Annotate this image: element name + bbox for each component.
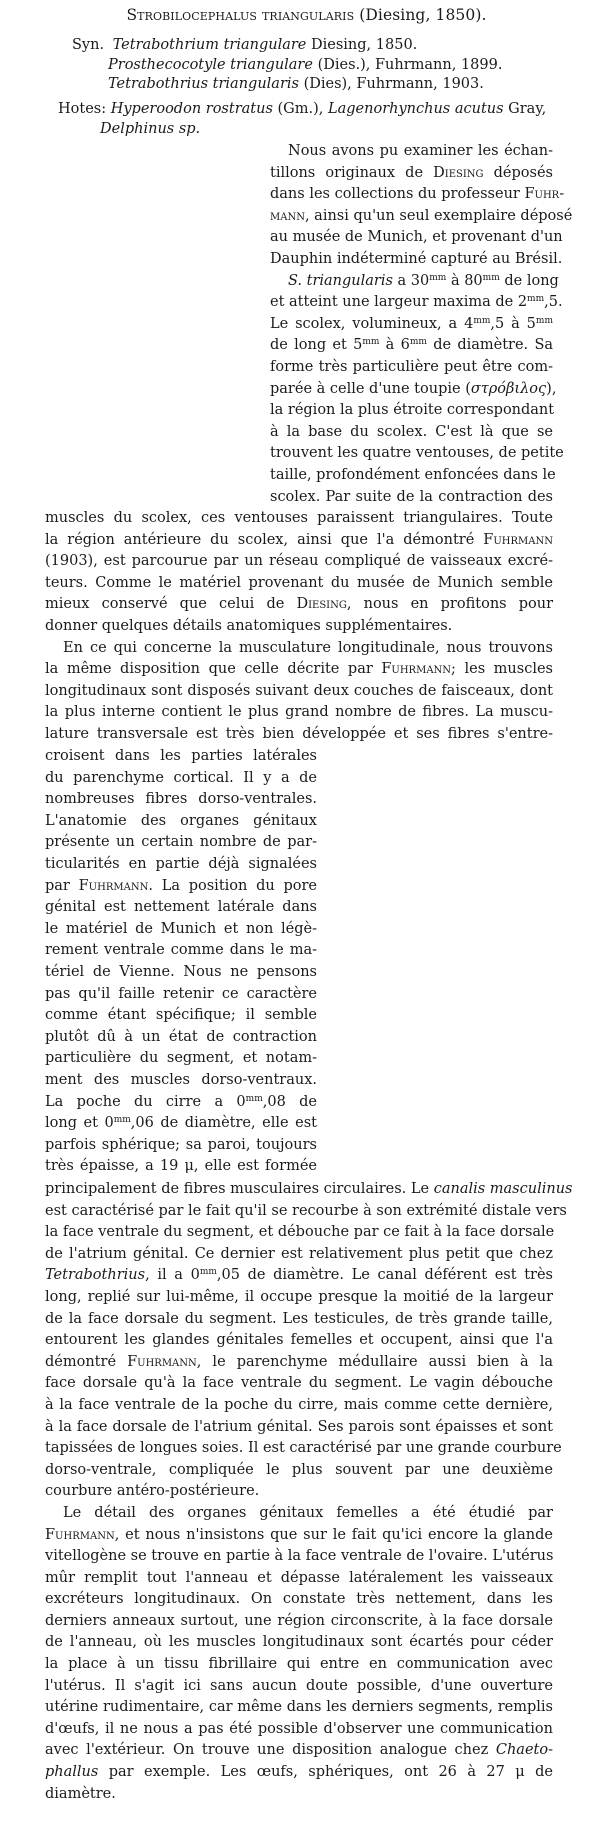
unit-sup: mm [409, 337, 427, 348]
text-line [45, 940, 317, 962]
text-line [45, 681, 553, 703]
text-run: démontré [45, 1353, 128, 1370]
text-line [270, 249, 563, 271]
text-run: la plus interne contient le plus grand nombre de fibres. La muscu- [45, 704, 553, 721]
author-name: Fuhrmann [483, 531, 553, 548]
genus-ref: Chaeto- [495, 1742, 553, 1759]
text-run: déposés [483, 164, 553, 181]
text-run: pas qu'il faille retenir ce caractère [45, 985, 317, 1002]
text-line [45, 746, 317, 768]
author-name: Fuhr- [524, 186, 565, 203]
text-line: scolex. Par suite de la contraction des [270, 488, 553, 505]
text-line [45, 1546, 553, 1568]
host-authority: Gray, [508, 101, 547, 117]
text-run: du parenchyme cortical. Il y a de [45, 769, 317, 786]
text-run: à la face ventrale de la poche du cirre, mais comme cette dernière, [45, 1396, 553, 1413]
host-name: Lagenorhynchus acutus [327, 101, 504, 117]
text-line [45, 530, 553, 552]
text-line [45, 1092, 317, 1114]
text-run: mieux conservé que celui de [45, 596, 297, 613]
text-run: ,05 de diamètre. Le canal déférent est très [216, 1267, 553, 1284]
text-run: et atteint une largeur maxima de 2 [270, 294, 528, 311]
text-line [45, 638, 553, 660]
text-line [45, 897, 317, 919]
text-line [45, 876, 317, 898]
text-line: la région la plus étroite correspondant [270, 402, 555, 419]
text-line [270, 271, 559, 293]
author-name: Diesing [433, 164, 484, 181]
text-run: Le scolex, volumineux, a 4 [270, 315, 474, 332]
unit-sup: mm [245, 1093, 263, 1104]
species-ref: S. triangularis [288, 272, 393, 289]
text-line [45, 1481, 553, 1503]
synonym-name: Tetrabothrium triangulare [112, 37, 307, 53]
author-name: Fuhrmann [127, 1353, 197, 1370]
text-line [45, 1352, 553, 1374]
host-name: Delphinus sp. [100, 121, 201, 137]
text-run: ; les muscles [451, 661, 553, 678]
genus-ref: Tetrabothrius [45, 1267, 146, 1284]
text-line [45, 1589, 553, 1611]
text-line [45, 1113, 317, 1135]
text-line: parfois sphérique; sa paroi, toujours [45, 1136, 317, 1153]
text-line [270, 379, 557, 401]
synonyms-block [72, 36, 502, 95]
text-run: la même disposition que celle décrite par [45, 661, 382, 678]
paragraph-lines [270, 141, 573, 271]
paragraph-musculature [45, 638, 553, 746]
text-run: le matériel de Munich et non légè- [45, 920, 317, 937]
text-line [45, 702, 553, 724]
text-line: forme très particulière peut être com- [270, 358, 553, 375]
text-run: Nous avons pu examiner les échan- [288, 143, 553, 159]
synonym-row [72, 56, 502, 76]
text-line [270, 141, 553, 163]
hosts-block [58, 99, 556, 139]
text-run: croisent dans les parties latérales [45, 748, 317, 764]
paragraph-genital-narrow [45, 746, 317, 1178]
greek-word: στρόβιλος [470, 380, 547, 397]
text-run: à 6 [385, 337, 410, 354]
text-run: génital est nettement latérale dans [45, 899, 317, 916]
text-run: parée à celle d'une toupie ( [270, 380, 471, 397]
text-run: de la face dorsale du segment. Les testicules, de très grande taille, [45, 1310, 553, 1327]
text-run: longitudinaux sont disposés suivant deux couches de faisceaux, dont [45, 682, 553, 699]
text-line [45, 1568, 553, 1590]
text-run: derniers anneaux surtout, une région circonscrite, à la face dorsale [45, 1612, 553, 1629]
paragraph-specimens [270, 141, 573, 508]
text-line [45, 1287, 553, 1309]
text-line [45, 1740, 553, 1762]
text-run: à 80 [450, 272, 483, 289]
latin-term: canalis masculinus [433, 1181, 573, 1197]
text-run: tériel de Vienne. Nous ne pensons [45, 963, 317, 980]
text-line [270, 184, 565, 206]
text-line [270, 227, 563, 249]
synonym-row [72, 75, 502, 95]
text-line [45, 508, 553, 530]
text-line [45, 1460, 553, 1482]
text-run: par exemple. Les œufs, sphériques, ont 26 à 27 μ de [98, 1764, 553, 1781]
text-line [45, 573, 553, 595]
text-run: ment des muscles dorso-ventraux. [45, 1071, 317, 1088]
text-line [45, 1762, 553, 1784]
text-line [45, 724, 553, 746]
synonym-authority: Diesing, 1850. [311, 37, 418, 53]
text-run: entourent les glandes génitales femelles et occupent, ainsi que l'a [45, 1332, 553, 1349]
text-run: particulière du segment, et notam- [45, 1050, 317, 1067]
text-run: , et nous n'insistons que sur le fait qu'ici encore la glande [114, 1526, 553, 1543]
text-line: la face ventrale du segment, et débouche par ce fait à la face dorsale [45, 1224, 555, 1241]
author-name: Fuhrmann [45, 1526, 115, 1543]
text-run: lature transversale est très bien développée et ses fibres s'entre- [45, 725, 553, 742]
text-run: Le détail des organes génitaux femelles a été étudié par [63, 1504, 553, 1521]
text-run: comme étant spécifique; il semble [45, 1007, 317, 1024]
text-run: a 30 [397, 272, 430, 289]
text-run: , il a 0 [145, 1267, 200, 1284]
text-line [45, 616, 553, 638]
text-run: par [45, 877, 79, 894]
text-run: utérine rudimentaire, car même dans les derniers segments, remplis [45, 1699, 553, 1716]
text-run: de long [504, 272, 559, 289]
text-line [45, 962, 317, 984]
text-line [45, 1005, 317, 1027]
text-line [45, 1438, 562, 1460]
text-run: de long et 5 [270, 337, 363, 354]
hosts-line [58, 119, 556, 139]
text-line [45, 1525, 553, 1547]
species-name: triangularis [262, 6, 355, 24]
text-run: avec l'extérieur. On trouve une disposition analogue chez [45, 1742, 496, 1759]
text-run: ,08 de [262, 1093, 317, 1110]
text-run: En ce qui concerne la musculature longitudinale, nous trouvons [63, 639, 553, 656]
text-line: taille, profondément enfoncées dans le [270, 466, 556, 483]
text-line [45, 1697, 553, 1719]
text-run: long et 0 [45, 1115, 114, 1132]
text-run: dans les collections du professeur [270, 186, 525, 203]
text-line [45, 1417, 553, 1439]
synonym-name: Prosthecocotyle triangulare [108, 56, 313, 73]
paragraph-lines [45, 746, 317, 1092]
genus-ref: phallus [45, 1764, 99, 1781]
host-authority: (Gm.), [277, 101, 324, 117]
text-line [45, 1503, 553, 1525]
text-line: de l'atrium génital. Ce dernier est relativement plus petit que chez [45, 1245, 553, 1262]
text-line [45, 551, 553, 573]
text-run: d'œufs, il ne nous a pas été possible d'observer une communication [45, 1720, 553, 1737]
paragraph-female-organs [45, 1503, 553, 1741]
text-line [45, 811, 317, 833]
text-line [45, 768, 317, 790]
synonyms-label: Syn. [72, 37, 105, 53]
text-run: la place à un tissu fibrillaire qui entre en communication avec [45, 1656, 553, 1673]
text-run: au musée de Munich, et provenant d'un [270, 229, 563, 246]
text-line [270, 163, 553, 185]
text-run: de l'anneau, où les muscles longitudinaux sont écartés pour céder [45, 1634, 553, 1651]
species-authority: (Diesing, 1850). [359, 6, 487, 24]
synonym-row [72, 36, 502, 56]
text-line [45, 1611, 553, 1633]
text-run: nombreuses fibres dorso-ventrales. [45, 791, 317, 808]
text-line [45, 789, 317, 811]
text-run: vitellogène se trouve en partie à la face ventrale de l'ovaire. L'utérus [45, 1548, 554, 1565]
text-line [270, 335, 553, 357]
text-run: dorso-ventrale, compliquée le plus souvent par une deuxième [45, 1461, 553, 1478]
unit-sup: mm [482, 272, 500, 283]
text-line [270, 292, 563, 314]
text-run: teurs. Comme le matériel provenant du musée de Munich semble [45, 574, 553, 591]
text-run: long, replié sur lui-même, il occupe presque la moitié de la largeur [45, 1288, 553, 1305]
author-name: Fuhrmann [78, 877, 149, 894]
text-line [45, 1048, 317, 1070]
text-line [45, 1632, 553, 1654]
author-name: mann [270, 207, 305, 224]
paragraph-genital-full [45, 1179, 573, 1805]
unit-sup: mm [535, 315, 553, 326]
text-run: donner quelques détails anatomiques supplémentaires. [45, 617, 453, 634]
text-line: trouvent les quatre ventouses, de petite [270, 445, 564, 462]
text-line [270, 206, 573, 228]
text-line [45, 1719, 553, 1741]
text-run: , le parenchyme médullaire aussi bien à la [196, 1353, 553, 1370]
text-line [45, 919, 317, 941]
author-name: Fuhrmann [381, 661, 452, 678]
text-run: tillons originaux de [270, 164, 434, 181]
text-run: (1903), est parcourue par un réseau compliqué de vaisseaux excré- [45, 553, 553, 570]
text-line [45, 659, 553, 681]
text-line [45, 1309, 553, 1331]
text-run: L'anatomie des organes génitaux [45, 812, 317, 829]
unit-sup: mm [113, 1115, 131, 1126]
text-run: de diamètre. Sa [433, 337, 554, 354]
text-run: l'utérus. Il s'agit ici sans aucun doute possible, d'une ouverture [45, 1677, 553, 1694]
unit-sup: mm [429, 272, 447, 283]
species-heading [0, 6, 613, 24]
text-run: plutôt dû à un état de contraction [45, 1028, 317, 1045]
text-run: , nous en profitons pour [346, 596, 554, 613]
text-line [45, 832, 317, 854]
text-run: à la face dorsale de l'atrium génital. Ses parois sont épaisses et sont [45, 1418, 553, 1435]
synonym-authority: (Dies), Fuhrmann, 1903. [303, 76, 484, 92]
text-line [45, 1179, 573, 1201]
text-line [45, 1676, 553, 1698]
text-run: . La position du pore [148, 877, 318, 894]
text-run: rement ventrale comme dans le ma- [45, 942, 317, 959]
author-name: Diesing [296, 596, 347, 613]
text-line [45, 1330, 553, 1352]
text-run: , ainsi qu'un seul exemplaire déposé [304, 207, 573, 224]
text-line [270, 314, 553, 336]
text-run: excréteurs longitudinaux. On constate très nettement, dans les [45, 1591, 553, 1608]
text-run: face dorsale qu'à la face ventrale du segment. Le vagin débouche [45, 1375, 553, 1392]
hosts-line [58, 99, 556, 119]
text-line [45, 1373, 553, 1395]
text-line [45, 984, 317, 1006]
text-line: très épaisse, a 19 μ, elle est formée [45, 1158, 317, 1175]
text-run: ), [546, 380, 557, 397]
text-line: à la base du scolex. C'est là que se [270, 423, 553, 440]
text-run: principalement de fibres musculaires circulaires. Le [45, 1181, 434, 1197]
unit-sup: mm [473, 315, 491, 326]
text-run: muscles du scolex, ces ventouses paraissent triangulaires. Toute [45, 510, 553, 526]
text-run: tapissées de longues soies. Il est caractérisé par une grande courbure [45, 1440, 562, 1457]
synonym-name: Tetrabothrius triangularis [108, 76, 299, 92]
paragraph-lines [45, 508, 553, 638]
text-line: est caractérisé par le fait qu'il se recourbe à son extrémité distale vers [45, 1202, 567, 1219]
paragraph-lines [45, 1287, 562, 1503]
unit-sup: mm [362, 337, 380, 348]
genus-name: Strobilocephalus [126, 6, 257, 24]
text-run: la région antérieure du scolex, ainsi que l'a démontré [45, 531, 484, 548]
text-line [45, 854, 317, 876]
text-line [45, 1027, 317, 1049]
text-line [45, 1395, 553, 1417]
text-line [45, 594, 553, 616]
text-run: présente un certain nombre de par- [45, 834, 317, 851]
text-run: ticularités en partie déjà signalées [45, 855, 317, 872]
text-run: mûr remplit tout l'anneau et dépasse latéralement les vaisseaux [45, 1569, 553, 1586]
text-run: Dauphin indéterminé capturé au Brésil. [270, 250, 563, 267]
text-run: La poche du cirre a 0 [45, 1093, 246, 1110]
host-name: Hyperoodon rostratus [110, 101, 273, 117]
text-run: ,5 à 5 [490, 315, 536, 332]
paragraph-scolex-full [45, 508, 553, 746]
unit-sup: mm [199, 1267, 217, 1278]
text-line [45, 1070, 317, 1092]
text-line [45, 1654, 553, 1676]
text-run: ,06 de diamètre, elle est [130, 1115, 317, 1132]
text-run: courbure antéro-postérieure. [45, 1483, 260, 1500]
unit-sup: mm [527, 294, 545, 305]
text-run: ,5. [544, 294, 563, 311]
text-line [45, 1265, 553, 1287]
hosts-label: Hotes: [58, 101, 107, 117]
text-line: diamètre. [45, 1785, 116, 1802]
synonym-authority: (Dies.), Fuhrmann, 1899. [317, 56, 503, 73]
